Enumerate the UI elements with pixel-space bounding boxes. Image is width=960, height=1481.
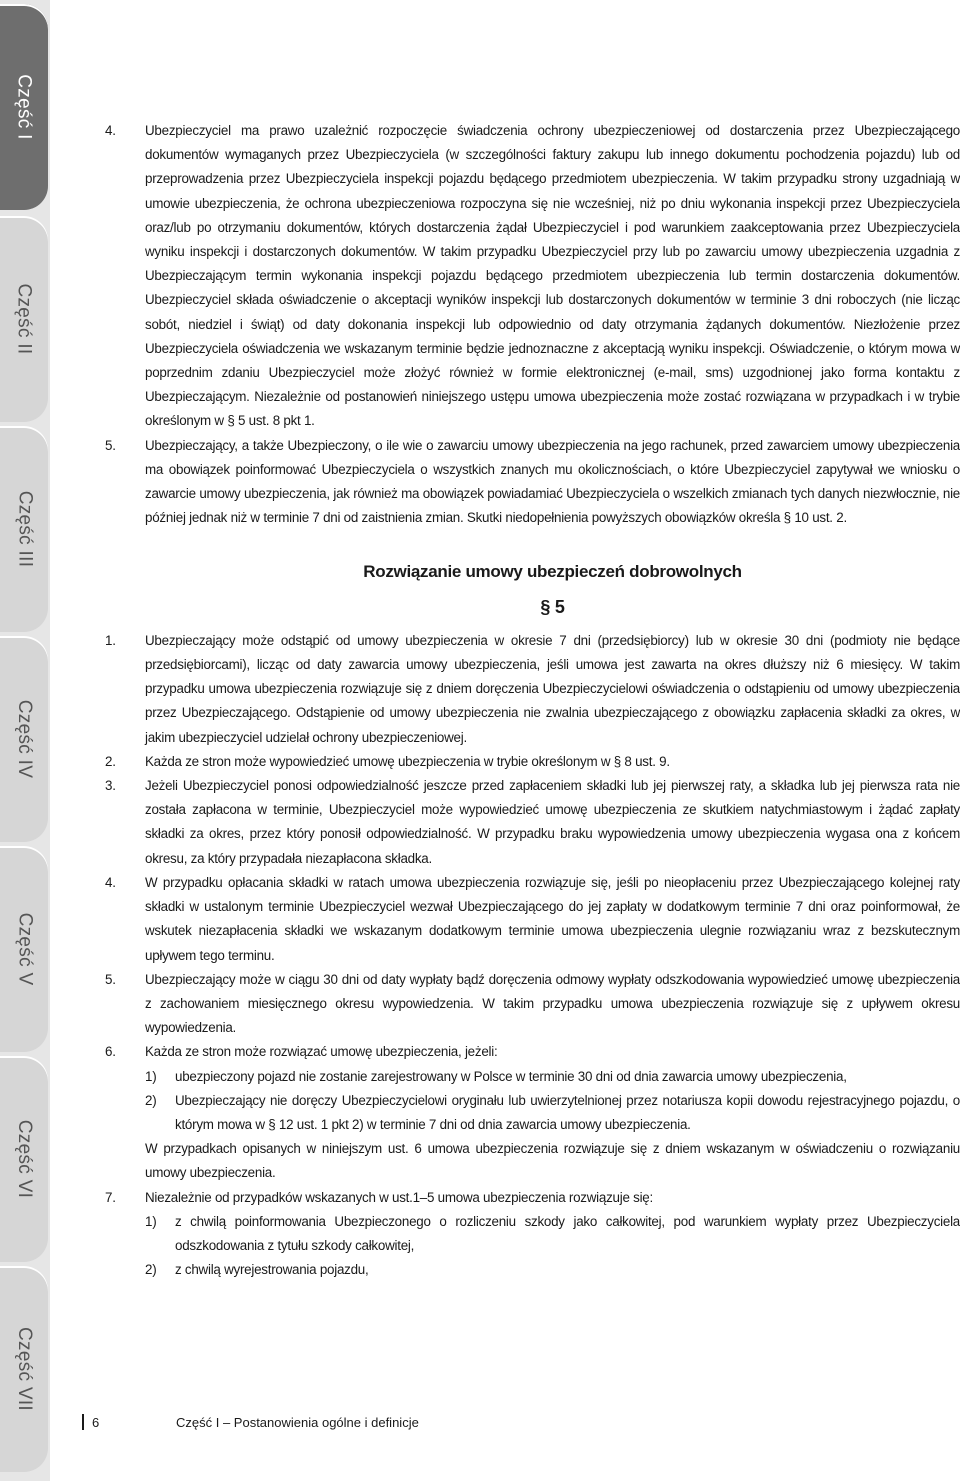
list-item <box>145 1258 960 1282</box>
paragraph-text-after: W przypadkach opisanych w niniejszym ust. 6 umowa ubezpieczenia rozwiązuje się z dniem wskazanym w oświadczeniu o rozwiązaniu umowy ubezpieczenia. <box>145 1141 960 1181</box>
tab-part-6-label: Część VI <box>14 1119 36 1199</box>
list-item-text: Ubezpieczający nie doręczy Ubezpieczycielowi oryginału lub uwierzytelnionej przez notariusza kopii dowodu rejestracyjnego pojazdu, o którym mowa w § 12 ust. 1 pkt 2) w terminie 7 dni od dnia zawarcia umowy ubezpieczenia. <box>175 1092 960 1132</box>
list-item-text: z chwilą poinformowania Ubezpieczonego o rozliczeniu szkody jako całkowitej, pod warunkiem wypłaty przez Ubezpieczyciela odszkodowania z tytułu szkody całkowitej, <box>175 1213 960 1253</box>
paragraph-5-4 <box>105 871 960 968</box>
paragraph-text: W przypadku opłacania składki w ratach umowa ubezpieczenia rozwiązuje się, jeśli po nieopłaceniu przez Ubezpieczającego kolejnej raty składki w ustalonym terminie Ubezpieczyciel wezwał Ubezpieczającego do jej zapłaty w dodatkowym terminie 7 dni oraz poinformował, że wskutek niezapłacenia składki we wskazanym dodatkowym terminie umowa ubezpieczenia ulegnie rozwiązaniu wraz z bezskutecznym upływem tego terminu. <box>145 874 960 963</box>
document-body <box>105 119 960 1282</box>
paragraph-text: Ubezpieczający może odstąpić od umowy ubezpieczenia w okresie 7 dni (przedsiębiorcy) lub w okresie 30 dni (podmioty nie będące przedsiębiorcami), licząc od daty zawarcia umowy ubezpieczenia, jeśli umowa jest zawarta na okres dłuższy niż 6 miesięcy. W takim przypadku umowa ubezpieczenia rozwiązuje się z dniem doręczenia Ubezpieczycielowi oświadczenia o odstąpieniu od umowy ubezpieczenia przez Ubezpieczającego. Odstąpienie od umowy ubezpieczenia nie zwalnia ubezpieczającego z obowiązku zapłacenia składki za okres, w jakim ubezpieczyciel udzielał ochrony ubezpieczeniowej. <box>145 632 960 745</box>
paragraph-body <box>145 1040 960 1185</box>
list-item-text: z chwilą wyrejestrowania pojazdu, <box>175 1262 369 1278</box>
list-item <box>145 1089 960 1137</box>
paragraph-number: 5. <box>105 971 116 987</box>
paragraph-number: 4. <box>105 123 116 138</box>
list-item <box>145 1065 960 1089</box>
list-item <box>145 1210 960 1258</box>
tab-part-1[interactable] <box>0 4 48 210</box>
paragraph-5-2 <box>105 750 960 774</box>
footer-divider <box>82 1414 84 1430</box>
list-item-number: 2) <box>145 1262 157 1278</box>
tab-part-2-label: Część II <box>14 283 35 355</box>
paragraph-text: Jeżeli Ubezpieczyciel ponosi odpowiedzialność jeszcze przed zapłaceniem składki lub jej pierwszej raty, a składka lub jej pierwsza rata nie została zapłacona w terminie, Ubezpieczyciel może wypowiedzieć umowę ubezpieczenia ze skutkiem natychmiastowym i żądać zapłaty składki za okres, przez który ponosił odpowiedzialność. W przypadku braku wypowiedzenia umowy ubezpieczenia wygasa ona z końcem okresu, za który przypadała niezapłacona składka. <box>145 778 960 866</box>
paragraph-5-3 <box>105 774 960 871</box>
tab-part-5-label: Część V <box>14 912 35 986</box>
tab-part-7-label: Część VII <box>14 1327 35 1411</box>
paragraph-body <box>145 1186 960 1283</box>
paragraph-text: Ubezpieczyciel ma prawo uzależnić rozpoczęcie świadczenia ochrony ubezpieczeniowej od dostarczenia przez Ubezpieczającego dokumentów wymaganych przez Ubezpieczyciela (w szczególności faktury zakupu lub innego dokumentu pochodzenia pojazdu) lub od przeprowadzenia przez Ubezpieczyciela inspekcji pojazdu będącego przedmiotem ubezpieczenia. W takim przypadku strony uzgadniają w umowie ubezpieczenia, że ochrona ubezpieczeniowa rozpoczyna się nie wcześniej, niż po dniu wykonania inspekcji przez Ubezpieczyciela oraz/lub po otrzymaniu dokumentów, których dostarczenia żądał Ubezpieczyciel i pod warunkiem zaakceptowania przez Ubezpieczyciela wyniku inspekcji i dostarczonych dokumentów. W takim przypadku Ubezpieczyciel przy lub po zawarciu umowy ubezpieczenia uzgadnia z Ubezpieczającym termin wykonania inspekcji pojazdu będącego przedmiotem ubezpieczenia lub termin dostarczenia dokumentów. Ubezpieczyciel składa oświadczenie o akceptacji wyników inspekcji lub dostarczonych dokumentów w terminie 3 dni roboczych (nie licząc sobót, niedziel i świąt) od daty dokonania inspekcji lub odpowiednio od daty otrzymania żądanych dokumentów. Niezłożenie przez Ubezpieczyciela oświadczenia we wskazanym terminie będzie jednoznaczne z akceptacją wyniku inspekcji. Oświadczenie, o którym mowa w poprzednim zdaniu Ubezpieczyciel może złożyć również w formie elektronicznej (e-mail, sms) uzgodnionej jako forma kontaktu z Ubezpieczającym. Niezależnie od postanowień niniejszego ustępu umowa ubezpieczenia może zostać rozwiązana w przypadkach i w trybie określonym w § 5 ust. 8 pkt 1. <box>145 123 960 429</box>
paragraph-number: 4. <box>105 874 116 890</box>
paragraph-text: Ubezpieczający, a także Ubezpieczony, o ile wie o zawarciu umowy ubezpieczenia na jego rachunek, przed zawarciem umowy ubezpieczenia ma obowiązek poinformować Ubezpieczyciela o wszystkich znanych mu okolicznościach, o które Ubezpieczyciel zapytywał we wniosku o zawarcie umowy ubezpieczenia, jak również ma obowiązek powiadamiać Ubezpieczyciela o wszelkich zmianach tych danych niezwłocznie, nie później jednak niż w terminie 7 dni od zaistnienia zmian. Skutki niedopełnienia powyższych obowiązków określa § 10 ust. 2. <box>145 437 960 526</box>
list-item-number: 2) <box>145 1092 157 1108</box>
page-number: 6 <box>92 1414 100 1430</box>
paragraph-text: Ubezpieczający może w ciągu 30 dni od daty wypłaty bądź doręczenia odmowy wypłaty odszkodowania wypowiedzieć umowę ubezpieczenia z zachowaniem miesięcznego okresu wypowiedzenia. W takim przypadku umowa ubezpieczenia rozwiązuje się z upływem okresu wypowiedzenia. <box>145 971 960 1036</box>
paragraph-4-4 <box>105 119 960 434</box>
tab-part-4[interactable] <box>0 636 48 842</box>
paragraph-text: Każda ze stron może rozwiązać umowę ubezpieczenia, jeżeli: <box>145 1044 498 1060</box>
paragraph-number: 3. <box>105 778 116 794</box>
paragraph-5-7 <box>105 1186 960 1283</box>
tab-part-1-label: Część I <box>14 74 36 140</box>
footer-title: Część I – Postanowienia ogólne i definicje <box>176 1414 419 1430</box>
paragraph-text: Niezależnie od przypadków wskazanych w ust.1–5 umowa ubezpieczenia rozwiązuje się: <box>145 1189 653 1205</box>
tab-part-3-label: Część III <box>14 490 36 568</box>
tab-part-7[interactable] <box>0 1266 48 1472</box>
tab-part-3[interactable] <box>0 426 48 632</box>
list-item-text: ubezpieczony pojazd nie zostanie zarejestrowany w Polsce w terminie 30 dni od dnia zawarcia umowy ubezpieczenia, <box>175 1068 847 1084</box>
paragraph-number: 2. <box>105 753 116 769</box>
section-number: § 5 <box>540 596 565 617</box>
section-tabs <box>0 0 50 1481</box>
paragraph-5-5 <box>105 968 960 1041</box>
paragraph-5-6 <box>105 1040 960 1185</box>
paragraph-5-1 <box>105 629 960 750</box>
paragraph-number: 5. <box>105 437 116 453</box>
paragraph-number: 1. <box>105 632 116 648</box>
paragraph-text: Każda ze stron może wypowiedzieć umowę ubezpieczenia w trybie określonym w § 8 ust. 9. <box>145 753 670 769</box>
paragraph-number: 7. <box>105 1189 116 1205</box>
tab-part-2[interactable] <box>0 216 48 422</box>
tab-part-5[interactable] <box>0 846 48 1052</box>
list-item-number: 1) <box>145 1213 157 1229</box>
list-item-number: 1) <box>145 1068 157 1084</box>
paragraph-4-5 <box>105 434 960 531</box>
tab-part-6[interactable] <box>0 1056 48 1262</box>
page-footer <box>82 1412 419 1432</box>
section-heading: Rozwiązanie umowy ubezpieczeń dobrowolnych <box>363 562 742 582</box>
paragraph-number: 6. <box>105 1044 116 1060</box>
tab-part-4-label: Część IV <box>14 699 36 779</box>
